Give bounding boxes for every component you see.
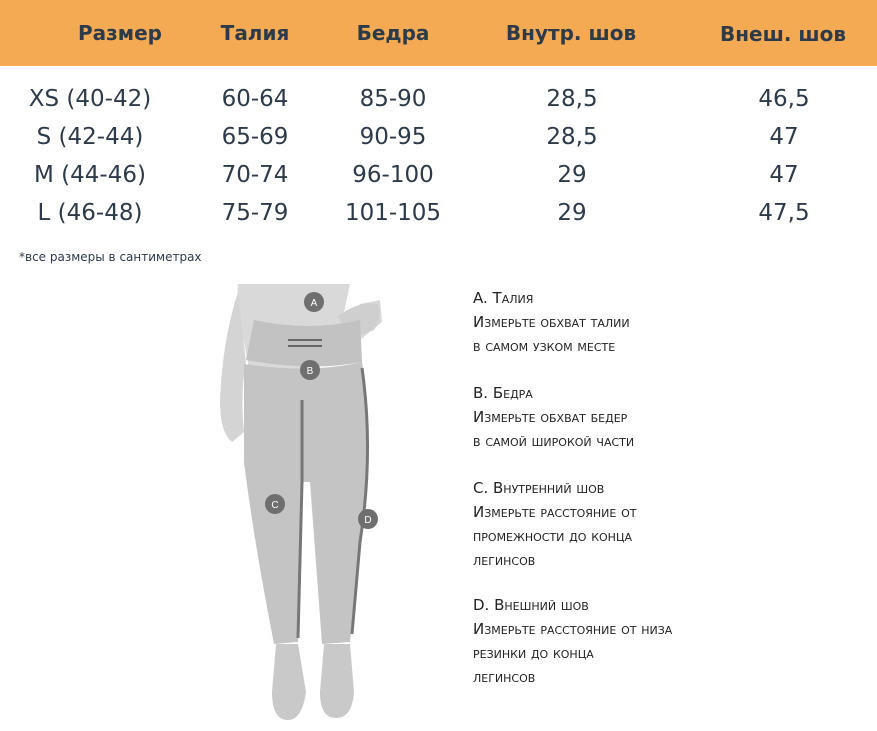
cell-hips: 90-95: [359, 124, 427, 150]
marker-d: [358, 509, 378, 529]
instruction-line: Измерьте обхват талии: [473, 313, 630, 331]
instruction-line: Измерьте расстояние от низа: [473, 620, 673, 638]
svg-text:D: D: [364, 515, 372, 526]
cell-hips: 101-105: [344, 200, 442, 226]
waistband: [246, 320, 362, 367]
cell-waist: 75-79: [221, 200, 289, 226]
header-size: Размер: [77, 21, 162, 45]
instruction-line: промежности до конца: [473, 527, 633, 545]
cell-inseam: 29: [557, 162, 587, 188]
cell-size: L (46-48): [37, 200, 143, 226]
leggings-figure: [210, 282, 410, 727]
instruction-hips: [473, 381, 634, 453]
instruction-title: A. Талия: [473, 289, 534, 307]
cell-size: XS (40-42): [28, 86, 152, 112]
instruction-line: в самом узком месте: [473, 337, 616, 355]
cell-hips: 96-100: [352, 162, 434, 188]
leggings-illustration: [210, 282, 410, 727]
cell-outseam: 47: [769, 124, 799, 150]
table-row: [0, 80, 877, 118]
header-waist: Талия: [220, 21, 290, 45]
table-row: [0, 156, 877, 194]
instruction-line: в самой широкой части: [473, 432, 635, 450]
instruction-outseam: [473, 593, 672, 689]
cell-waist: 65-69: [221, 124, 289, 150]
instruction-line: резинки до конца: [473, 644, 594, 662]
cell-hips: 85-90: [359, 86, 427, 112]
leggings-legs: [244, 362, 372, 644]
units-footnote: *все размеры в сантиметрах: [19, 250, 202, 264]
instruction-inseam: [473, 476, 636, 572]
marker-c: [265, 494, 285, 514]
instruction-line: легинсов: [473, 668, 536, 686]
right-foot: [320, 644, 354, 718]
instruction-title: C. Внутренний шов: [473, 479, 605, 497]
cell-waist: 60-64: [221, 86, 289, 112]
svg-text:B: B: [306, 366, 314, 377]
marker-b: [300, 360, 320, 380]
cell-inseam: 28,5: [546, 124, 598, 150]
cell-inseam: 28,5: [546, 86, 598, 112]
header-inseam: Внутр. шов: [505, 21, 637, 45]
instruction-line: Измерьте обхват бедер: [473, 408, 628, 426]
table-row: [0, 194, 877, 232]
left-foot: [272, 644, 306, 720]
header-outseam: Внеш. шов: [719, 22, 847, 46]
header-hips: Бедра: [356, 21, 430, 45]
cell-outseam: 46,5: [758, 86, 810, 112]
marker-a: [304, 292, 324, 312]
instruction-waist: [473, 286, 630, 358]
cell-inseam: 29: [557, 200, 587, 226]
instruction-title: D. Внешний шов: [473, 596, 589, 614]
size-table-header: [0, 0, 877, 66]
cell-size: M (44-46): [34, 162, 146, 188]
instruction-line: легинсов: [473, 551, 536, 569]
cell-size: S (42-44): [36, 124, 144, 150]
cell-waist: 70-74: [221, 162, 289, 188]
instruction-line: Измерьте расстояние от: [473, 503, 637, 521]
table-row: [0, 118, 877, 156]
svg-text:C: C: [271, 500, 279, 511]
cell-outseam: 47: [769, 162, 799, 188]
cell-outseam: 47,5: [758, 200, 810, 226]
svg-text:A: A: [310, 298, 318, 309]
instruction-title: B. Бедра: [473, 384, 533, 402]
